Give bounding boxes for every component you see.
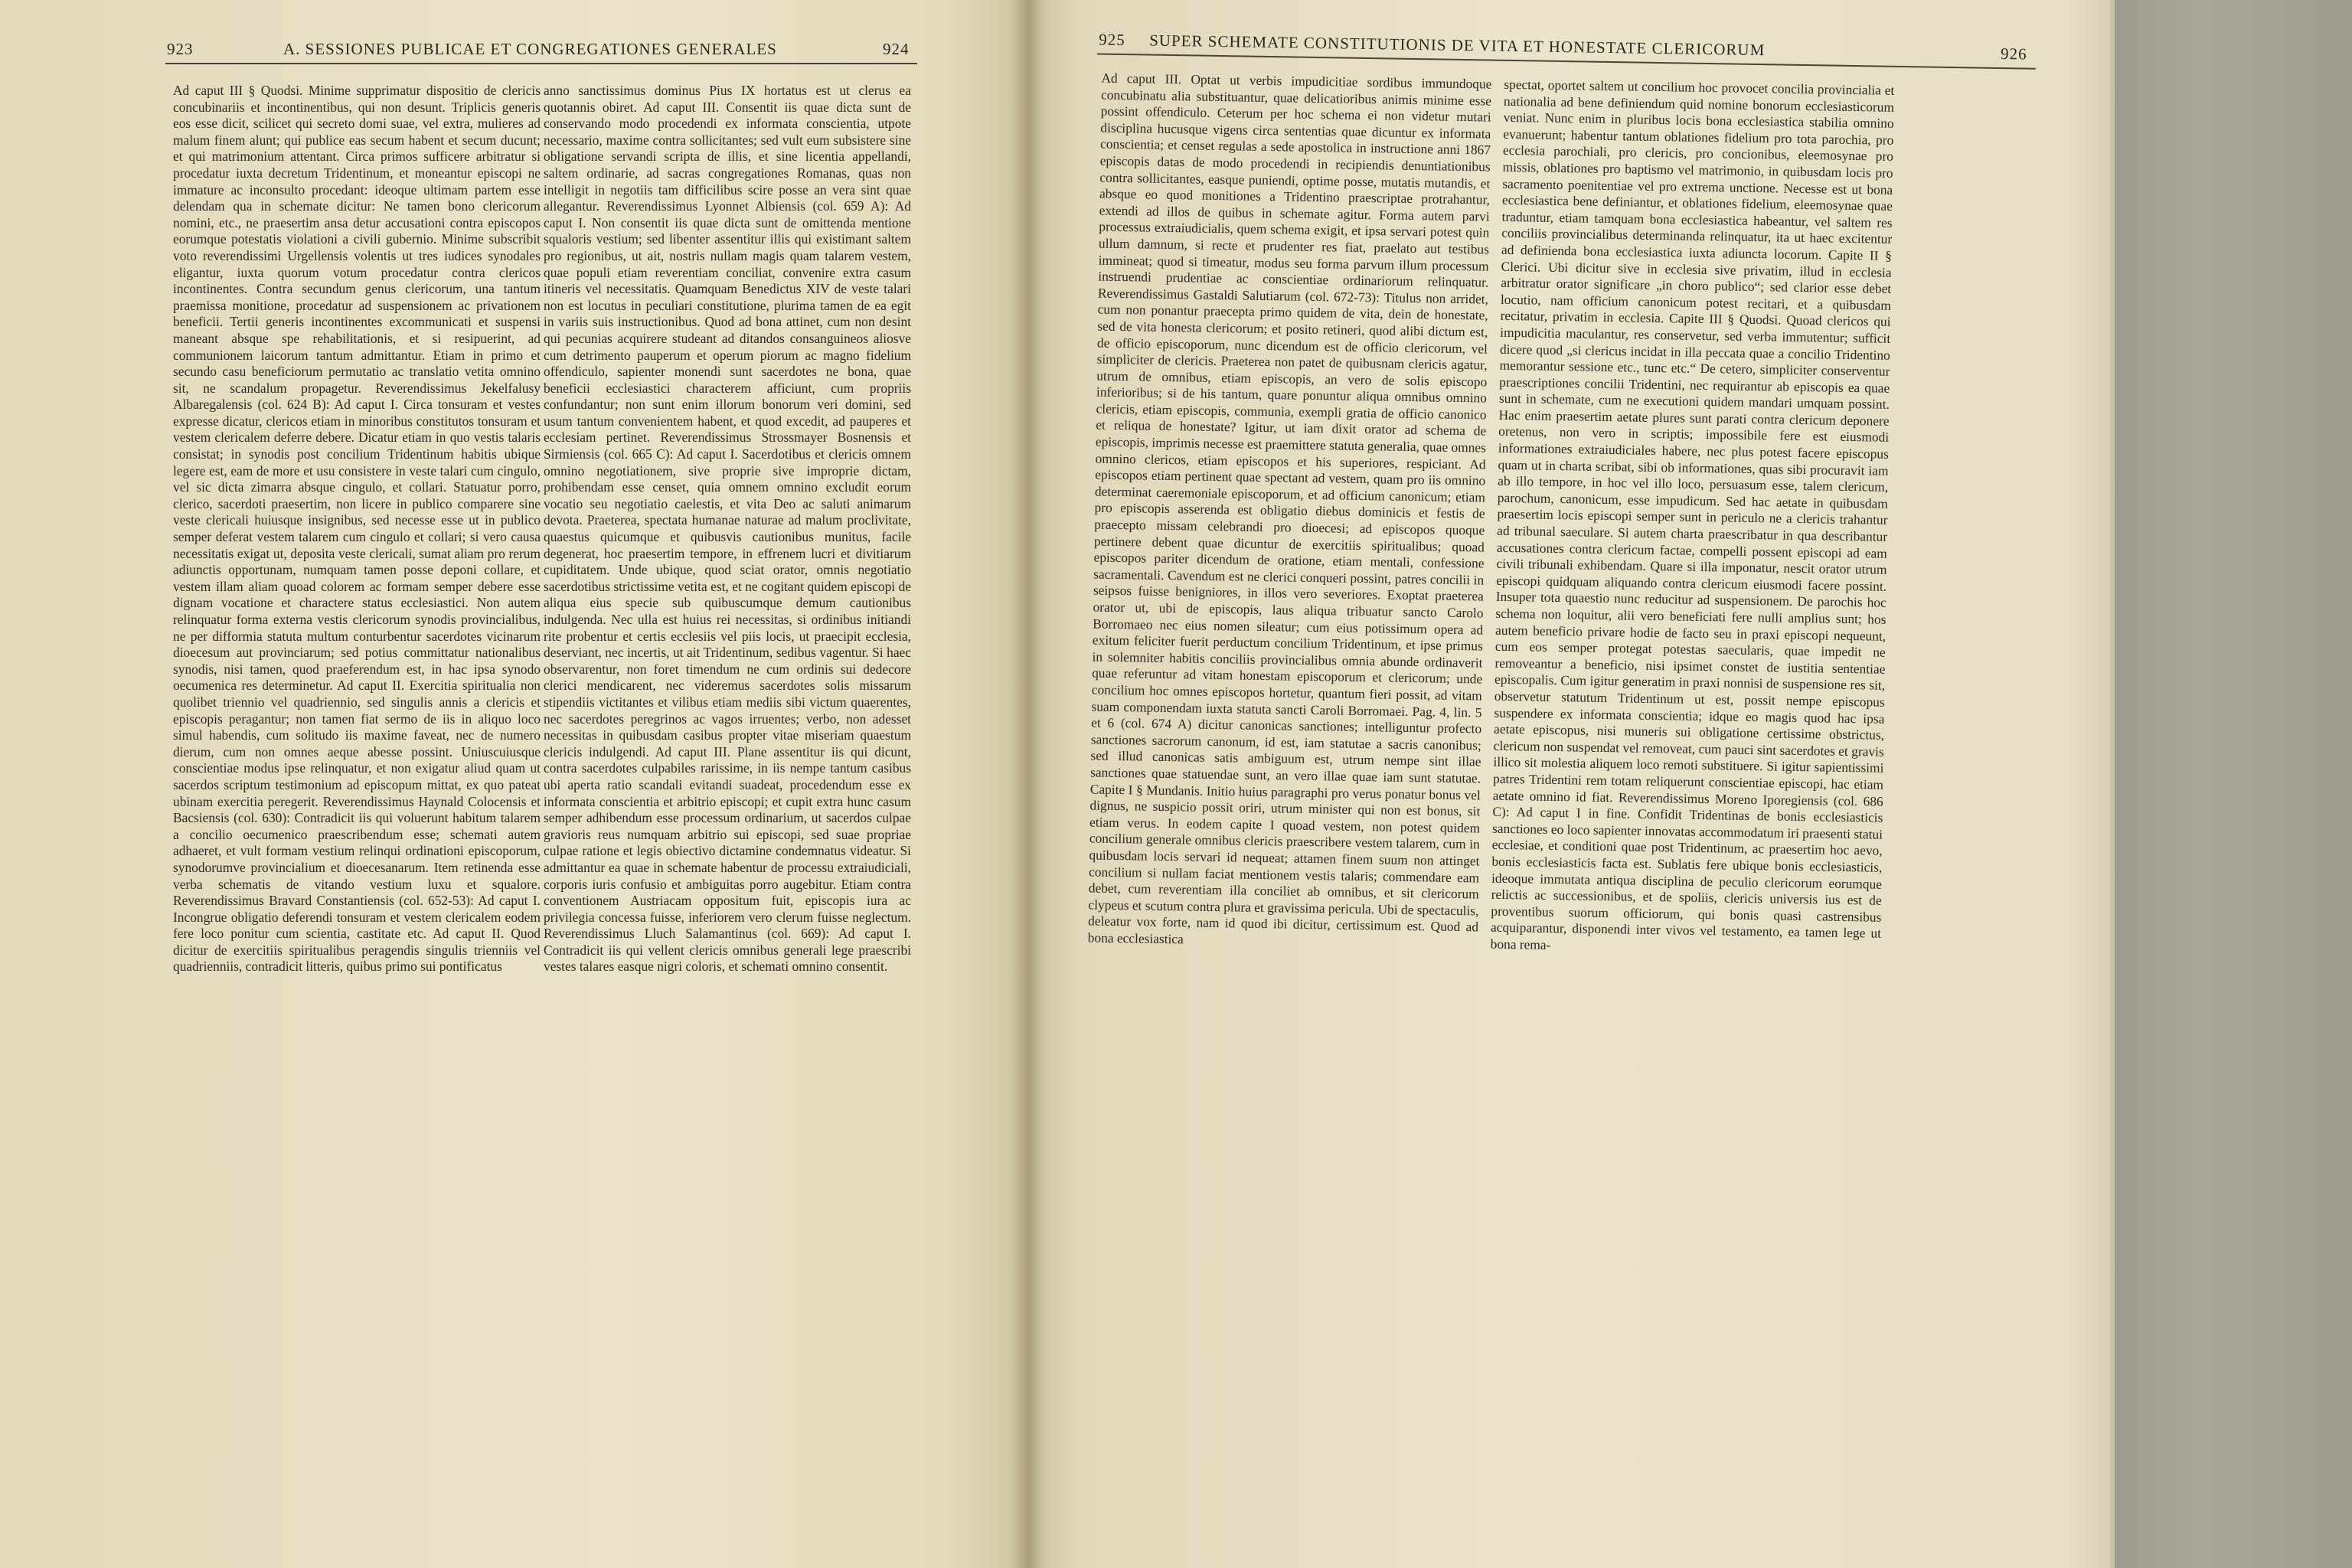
page-number-926: 926 [2000, 44, 2027, 64]
right-page-column-1: Ad caput III. Optat ut verbis impudicitiae sordibus immundoque concubinatu alia substituantur, quae delicatioribus animis minime esse possint offendiculo. Ceterum per hoc schema ei non videtur mutari disciplina hucusque vigens circa sententias quae dicuntur ex informata conscientia; et censet regulas a sede apostolica in instructione anni 1867 episcopis datas de modo procedendi in recipiendis denuntiationibus contra sollicitantes, easque puniendi, optime posse, mutatis mutandis, et absque eo quod monitiones a Tridentino praescriptae protrahantur, extendi ad illos de quibus in schemate agitur. Forma autem parvi processus extraiudicialis, quem schema exigit, et ipsa servari potest quin ullum damnum, si recte et prudenter res fiat, praelato aut testibus immineat; quod si timeatur, modus seu forma parvum illum processum instruendi prudentiae ac conscientiae ordinariorum relinquatur. Reverendissimus Gastaldi Salutiarum (col. 672-73): Titulus non arridet, cum non ponantur praecepta primo quidem de vita, dein de honestate, sed de vita honesta clericorum; et posito retineri, quod alibi dictum est, de officio episcoporum, nunc dicendum est de officio clericorum, vel simpliciter de clericis. Praeterea non patet de quibusnam clericis agatur, utrum de omnibus, etiam episcopis, an vero de solis episcopo inferioribus; si de his tantum, quare ponuntur aliqua omnibus omnino clericis, etiam episcopis, communia, exempli gratia de officio canonico et reliqua de honestate? Igitur, ut iam dixit orator ad schema de episcopis, imprimis necesse est praemittere statuta generalia, quae omnes omnino clericos, etiam episcopos et his superiores, respiciant. Ad episcopos etiam pertinent quae spectant ad vestem, quam pro iis omnino determinat caeremoniale episcoporum, et ad officium canonicum; etiam pro episcopis asserenda est obligatio diebus dominicis et festis de praecepto missam celebrandi pro dioecesi; ad episcopos quoque pertinere debent quae dicuntur de exercitiis spiritualibus; quoad episcopos pariter dicendum de oratione, etiam mentali, confessione sacramentali. Cavendum est ne clerici conqueri possint, patres concilii in seipsos fuisse benigniores, in illos vero severiores. Exoptat praeterea orator ut, ubi de episcopis, laus aliqua tribuatur sancto Carolo Borromaeo nec eius nomen sileatur; cum eius potissimum opera ad exitum feliciter fuerit perductum concilium Tridentinum, et ipse primus in solemniter habitis conciliis provincialibus omnia abunde ordinaverit quae referuntur ad vitam honestam episcoporum et clericorum; unde concilium hoc omnes episcopos hortetur, quantum fieri possit, ad vitam suam componendam iuxta statuta sancti Caroli Borromaei. Pag. 4, lin. 5 et 6 (col. 674 A) dicitur canonicas sanctiones; intelliguntur profecto sanctiones sacrorum canonum, id est, iam statutae a sacris canonibus; sed illud canonicas satis ambiguum est, utrum nempe sint illae sanctiones quae statuendae sunt, an vero illae quae iam sunt statutae. Capite I § Mundanis. Initio huius paragraphi pro verus ponatur bonus vel dignus, ne suspicio possit oriri, utrum minister qui non est bonus, sit etiam verus. In eodem capite I quoad vestem, non potest quidem concilium generale omnibus clericis praescribere vestem talarem, cum in quibusdam locis servari id nequeat; attamen finem suum non attinget concilium si nullam faciat mentionem vestis talaris; commendare eam debet, cum reverentiam illa conciliet ab omnibus, et sit clericorum clypeus et scutum contra plura et gravissima pericula. Ubi de spectaculis, deleatur vox forte, nam id quod ibi dicitur, certissimum est. Quod ad bona ecclesiastica [1087, 70, 1492, 947]
running-title-left: A. SESSIONES PUBLICAE ET CONGREGATIONES GENERALES [283, 40, 777, 58]
page-number-923: 923 [167, 40, 194, 58]
page-edge [2099, 0, 2107, 1568]
page-edge-shadow [2110, 0, 2115, 1568]
page-number-925: 925 [1099, 30, 1125, 50]
left-page-column-1: Ad caput III § Quodsi. Minime supprimatur dispositio de clericis concubinariis et incontinentibus, qui non desunt. Triplicis generis eos esse dicit, scilicet qui secreto domi suae, vel extra, mulieres ad malum finem alunt; qui publice eas secum habent et secum ducunt; et qui matrimonium attentant. Circa primos sufficere arbitratur si procedatur iuxta decretum Tridentinum, et moneantur episcopi ne immature ac inconsulto procedant: ideoque ultimam partem esse delendam qua in schemate dicitur: Ne tamen bono clericorum nomini, etc., ne praesertim ansa detur accusationi contra episcopos eorumque potestatis violationi a civili gubernio. Minime subscribit voto reverendissimi Urgellensis volentis ut tres iudices synodales eligantur, iuxta quorum votum procedatur contra clericos incontinentes. Contra secundum genus clericorum, una tantum praemissa monitione, procedatur ad suspensionem ac privationem beneficii. Tertii generis incontinentes excommunicati et suspensi maneant absque spe rehabilitationis, et si resipuerint, ad communionem laicorum tantum admittantur. Etiam in primo et secundo casu beneficiorum permutatio ac translatio vetita omnino sit, ne scandalum propagetur. Reverendissimus Jekelfalusy Albaregalensis (col. 624 B): Ad caput I. Circa tonsuram et vestes expresse dicatur, clericos etiam in minoribus constitutos tonsuram et vestem clericalem deferre debere. Dicatur etiam in quo vestis talaris consistat; in synodis post concilium Tridentinum habitis ubique legere est, eam de more et usu consistere in veste talari cum cingulo, vel sic dicta zimarra absque cingulo, et collari. Statuatur porro, clerico, sacerdoti praesertim, non licere in publico comparere sine veste clericali huiusque insignibus, sed necesse esse ut in publico semper deferat vestem talarem cum cingulo et collari; si vero causa necessitatis exigat ut, deposita veste clericali, sumat aliam pro rerum adiunctis opportunam, numquam tamen posse deponi collare, et vestem illam aliam quoad colorem ac formam semper debere esse dignam vocatione et charactere status ecclesiastici. Non autem relinquatur forma externa vestis clericorum synodis provincialibus, ne per difformia statuta multum conturbentur sacerdotes vicinarum dioecesum aut provinciarum; sed potius committatur nationalibus synodis, nisi tamen, quod praeferendum est, in hac ipsa synodo oecumenica res determinetur. Ad caput II. Exercitia spiritualia non quolibet triennio vel quadriennio, sed singulis annis a clericis et episcopis peragantur; non tamen fiat sermo de iis in aliquo loco simul habendis, cum solitudo iis maxime faveat, nec de numero dierum, cum non omnes aeque abesse possint. Uniuscuiusque conscientiae modus ipse relinquatur, et non exigatur aliud quam ut sacerdos scriptum testimonium ad episcopum mittat, ex quo pateat ubinam exercitia peregerit. Reverendissimus Haynald Colocensis et Bacsiensis (col. 630): Contradicit iis qui voluerunt habitum talarem a concilio oecumenico praescribendum esse; schemati autem adhaeret, et vult formam vestium relinqui ordinationi episcoporum, synodorumve provincialium et dioecesanarum. Item retinenda esse verba schematis de vitando vestium luxu et squalore. Reverendissimus Bravard Constantiensis (col. 652-53): Ad caput I. Incongrue obligatio deferendi tonsuram et vestem clericalem eodem fere loco ponitur cum scientia, castitate etc. Ad caput II. Quod dicitur de exercitiis spiritualibus peragendis singulis trienniis vel quadrienniis, contradicit litteris, quibus primo sui pontificatus [173, 83, 541, 975]
header-rule-left [165, 63, 917, 64]
book-gutter [1009, 0, 1046, 1568]
cardboard-backing [2098, 0, 2352, 1568]
right-page-header [1026, 29, 2112, 64]
running-title-right: SUPER SCHEMATE CONSTITUTIONIS DE VITA ET HONESTATE CLERICORUM [1149, 31, 1766, 60]
right-page-column-2: spectat, oportet saltem ut concilium hoc provocet concilia provincialia et nationalia ad bene definiendum quid nomine bonorum ecclesiasticorum veniat. Nunc enim in pluribus locis bona ecclesiastica stabilia omnino evanuerunt; habentur tantum oblationes fidelium pro tota parochia, pro ecclesia parochiali, pro clericis, pro concionibus, eleemosynae pro missis, oblationes pro baptismo vel matrimonio, in quibusdam locis pro sacramento poenitentiae vel pro extrema unctione. Necesse est ut bona ecclesiastica bene definiantur, et oblationes fidelium, eleemosynae quae traduntur, etiam tamquam bona ecclesiastica habeantur, vel saltem res conciliis provincialibus determinanda relinquatur, ita ut haec excitentur ad definienda bona ecclesiastica iuxta adiuncta locorum. Capite II § Clerici. Ubi dicitur sive in ecclesia sive privatim, illud in ecclesia arbitratur orator significare „in choro publico“; sed clarior esse debet locutio, nam officium canonicum potest recitari, et a quibusdam recitatur, privatim in ecclesia. Capite III § Quodsi. Quoad clericos qui impudicitia maculantur, res conservetur, sed verba immutentur; sufficit dicere quod „si clericus incidat in illa peccata quae a concilio Tridentino memorantur sessione etc., tunc etc.“ De cetero, simpliciter conserventur praescriptiones concilii Tridentini, nec requirantur ab episcopis ea quae sunt in schemate, cum ne executioni quidem mandari umquam possint. Hac enim praesertim aetate plures sunt parati contra clericum deponere oretenus, non vero in scriptis; impossibile fere est eiusmodi informationes extraiudiciales habere, nec plus potest facere episcopus quam ut in charta scribat, sibi ob informationes, quas sibi procuravit iam ab illo tempore, in hoc vel illo loco, persuasum esse, talem clericum, parochum, canonicum, esse impudicum. Sed hac aetate in quibusdam praesertim locis episcopi semper sunt in periculo ne a clericis trahantur ad tribunal saeculare. Si autem charta praescribatur in qua describantur accusationes contra clericum factae, compelli possent episcopi ad eam civili tribunali exhibendam. Quare si illa imponatur, nescit orator utrum episcopi quidquam aliquando contra clericum eiusmodi facere possint. Insuper tota quaestio nunc reducitur ad suspensionem. De parochis hoc schema non loquitur, alii vero beneficiati fere nulli amplius sunt; hos autem beneficio privare hodie de facto seu in praxi episcopi nequeunt, cum eos semper protegat potestas saecularis, quae impedit ne removeantur a beneficio, nisi ipsimet constet de iustitia sententiae episcopalis. Cum igitur generatim in praxi nonnisi de suspensione res sit, observetur statutum Tridentinum ut est, possit nempe episcopus suspendere ex informata conscientia; idque eo magis quod hac ipsa aetate episcopus, nisi muneris sui obligatione certissime obstrictus, clericum non suspendat vel removeat, cum pauci sint sacerdotes et gravis illico sit molestia aliquem loco remoti substituere. Si igitur sapientissimi patres Tridentini rem totam reliquerunt conscientiae episcopi, hac etiam aetate omnino id fiat. Reverendissimus Moreno Iporegiensis (col. 686 C): Ad caput I in fine. Confidit Tridentinas de bonis ecclesiasticis sanctiones eo loco sapienter innovatas accommodatum iri praesenti statui ecclesiae, et conditioni quae post Tridentinum, ac praesertim hoc aevo, bonis ecclesiasticis facta est. Sublatis fere ubique bonis ecclesiasticis, ideoque immutata antiqua disciplina de peculio clericorum eorumque relictis ac successionibus, et de spoliis, clericis universis ius est de proventibus suorum officiorum, qui bonis quasi castrensibus acquiparantur, disponendi inter vivos vel testamento, ea tamen lege ut bona rema- [1490, 76, 1895, 952]
left-page [0, 0, 1026, 1568]
right-page [1026, 0, 2113, 1568]
page-number-924: 924 [883, 40, 910, 58]
left-page-column-2: anno sanctissimus dominus Pius IX hortatus est ut clerus ea quotannis obiret. Ad caput III. Consentit iis quae dicta sunt de conservando modo procedendi ex informata conscientia, utpote necessario, maxime contra sollicitantes; sed vult eum subsistere sine obligatione servandi scripta de illis, et sine licentia appellandi, saltem ordinarie, ad sacras congregationes Romanas, quas non intelligit in negotiis tam difficilibus scire posse an vera sint quae allegantur. Reverendissimus Lyonnet Albiensis (col. 659 A): Ad caput I. Non consentit iis quae dicta sunt de omittenda mentione squaloris vestium; sed libenter assentitur illis qui existimant saltem pro regionibus, ut ait, nostris nullam magis quam talarem vestem, quae populi etiam reverentiam conciliat, convenire extra casum itineris vel necessitatis. Quamquam Benedictus XIV de veste talari non est locutus in peculiari constitutione, plurima tamen de ea egit in variis suis instructionibus. Quod ad bona attinet, cum non desint qui pecunias acquirere studeant ad ditandos consanguineos aliosve cum detrimento pauperum et operum piorum ac magno fidelium offendiculo, sapienter monendi sunt sacerdotes ne bona, quae beneficii ecclesiastici characterem afficiunt, cum propriis confundantur; non sunt enim illorum bonorum veri domini, sed usum tantum convenientem habent, et quod excedit, ad pauperes et ecclesiam pertinet. Reverendissimus Strossmayer Bosnensis et Sirmiensis (col. 665 C): Ad caput I. Sacerdotibus et clericis omnem omnino negotiationem, sive proprie sive improprie dictam, prohibendam esse censet, quia omnem omnino excludit eorum vocatio seu negotiatio caelestis, et vita Deo ac saluti animarum devota. Praeterea, spectata humanae naturae ad malum proclivitate, quaestus quicumque et quibusvis cautionibus munitus, facile degenerat, hoc praesertim tempore, in effrenem lucri et divitiarum cupiditatem. Unde ubique, quod sciat orator, omnis negotiatio sacerdotibus strictissime vetita est, et ne cogitant quidem episcopi de aliqua eius specie sub quibuscumque demum cautionibus indulgenda. Nec ulla est huius rei necessitas, si ordinibus initiandi rite probentur et certis ecclesiis vel piis locis, ut praecipit ecclesia, deserviant, nec incertis, ut ait Tridentinum, sedibus vagentur. Si haec observarentur, non foret timendum ne cum ordinis sui dedecore clerici mendicarent, nec videremus sacerdotes solis missarum stipendiis victitantes et vilibus etiam mediis sibi victum quaerentes, nec sacerdotes peregrinos ac vagos irruentes; verbo, non adesset necessitas in quibusdam casibus propter vitae miseriam quaestum clericis indulgendi. Ad caput III. Plane assentitur iis qui dicunt, contra sacerdotes culpabiles rarissime, in iis nempe tantum casibus ubi aperta ratio scandali evitandi suadeat, procedendum esse ex informata conscientia et arbitrio episcopi; et cupit extra hunc casum semper adhibendum esse processum ordinarium, ut sacerdos culpae gravioris reus numquam arbitrio sui episcopi, sed suae propriae culpae ratione et legis obiectivo dictamine condemnatus videatur. Si admittantur ea quae in schemate habentur de processu extraiudiciali, corporis iuris confusio et ambiguitas porro augebitur. Etiam contra conventionem Austriacam oppositum fuit, episcopis iura ac privilegia concessa fuisse, inferiorem vero clerum fuisse neglectum. Reverendissimus Lluch Salamantinus (col. 669): Ad caput I. Contradicit iis qui vellent clericis omnibus generali lege praescribi vestes talares easque nigri coloris, et schemati omnino consentit. [544, 83, 911, 975]
